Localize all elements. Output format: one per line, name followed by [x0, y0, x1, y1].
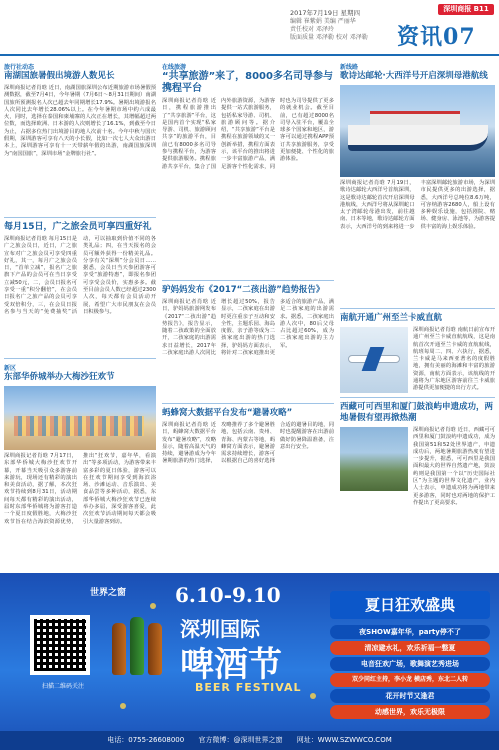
cruise-ship-photo: [340, 85, 495, 177]
article-body: [4, 85, 156, 213]
festival-dates: 6.10-9.10: [175, 583, 281, 607]
ad-weibo: 官方微博：@深圳世界之窗: [198, 736, 283, 744]
ship-hull-shape: [348, 125, 488, 151]
sparkle-decor: [310, 693, 316, 699]
article-body: [340, 327, 495, 393]
ad-phone: 电话：0755-26608000: [107, 736, 185, 744]
divider: [340, 308, 495, 309]
divider: [4, 358, 156, 359]
article-headline: 南航开通广州至兰卡威直航: [340, 313, 443, 323]
sparkle-decor: [120, 703, 126, 709]
article-headline: 蚂蜂窝大数据平台发布“避暑攻略”: [162, 408, 293, 418]
qr-pattern: [34, 619, 86, 671]
article-text: 深圳商报记者肖晗 每月15日是广之旅会员日，近日，广之旅宣布对广之旅会员可享受四重好礼，其一，每月广之旅会员日，“首单立减”，报名广之旅旗下产品的会员可在当日享受立减50元，二，会员日报名可享受一重“积分翻倍”，在会员日报名广之旅产品的会员可享受双倍积分，三，在会员日报名参与当天的“免费抽奖”活动，可以抽取到价值不同的各类礼品；四，在当天报名的会员可额外获得一份精美礼品。分享有关“深圳”分会员日……据悉，会员日当天参团游客可享受“旅游特惠”，即报名参团可享受会员价，实惠多多。截至目前会员人数已经超过2300人次，每天都有会员活动开展，希望广大市民朋友在会员日积极参与。: [4, 236, 156, 315]
beach-photo: [4, 386, 156, 450]
beer-festival-ad: [0, 573, 499, 750]
island-photo: [340, 427, 408, 491]
article-headline: “共享旅游”来了，8000多名司导参与携程平台: [162, 71, 333, 94]
editor-lines: [290, 18, 368, 42]
column-left: [4, 62, 156, 565]
article-text: 深圳商报记者肖晗 近日，南湖国旅深圳公布近期旅游市场暑假预测数据，截至7月4日，今年暑期（7月6日～8月31日期间）南湖国旅所预测报名人次已超去年同期增长17.9%。暑期出境游报名人次同比去年增长28.06%以上。在今年暑期市场中约六成最火，同时，选择在泰国和柬埔寨的人次正在增长，其增幅超过两位数，而选择欧洲、日本游的人次则增长了16.1%，到截至今日为止，占据多位热门出境游目的地人次前十名。今年中秋与国庆假期，深圳游客可享有八天的小长假，比如一次七人大众出游日本上，深圳游客可享有十一天带薪年假的出游，南湖国旅深圳为“南国国旅”，深圳市场“金牌旅行社”。: [4, 85, 156, 157]
divider: [162, 280, 334, 281]
article-text: 深圳商报记者肖晗 7月17日，东部华侨城大梅沙狂欢节开幕，开幕当天吸引众多游客前来游玩，现场还有精彩的演出和美食活动，据了解，本次狂欢节持续到8月31日，活动期间每天都有精彩的演出活动，届时东部华侨城将为游客打造一个夏日度假胜地，大梅沙狂欢节旨在结合海滨资源优势，推出“狂欢节，嘉年华，看演出”等多项活动，为游客带来丰富多彩的夏日体验，游客可以在狂欢节期间享受到海滨浴场、沙滩运动、音乐演出、美食品尝等多种活动，据悉，东部华侨城大梅沙狂欢节已连续举办多届，深受游客喜爱，此次狂欢节活动期间每天都会吸引大量游客到访。: [4, 453, 156, 525]
article-tag: 在线旅游: [162, 64, 187, 71]
ad-brand: 世界之窗: [90, 588, 127, 598]
ship-deck-shape: [370, 111, 460, 125]
column-right: [340, 62, 495, 506]
paper-logo: 深圳商报 B11: [438, 4, 494, 15]
article-headline: 驴妈妈发布《2017“二孩出游”趋势报告》: [162, 285, 325, 295]
page-number: 07: [443, 24, 476, 50]
section-title: [397, 20, 476, 51]
summer-banner: 夏日狂欢盛典: [330, 591, 490, 619]
editor-line: 责任校对 邓泽玲: [290, 26, 334, 33]
article-headline: 每月15日，广之旅会员可享四重好礼: [4, 222, 152, 232]
qr-label: 扫描二维码关注: [41, 683, 84, 690]
sparkle-decor: [150, 603, 156, 609]
program-pill: 电音狂欢广场，歌舞演艺秀进场: [330, 657, 490, 671]
divider: [340, 397, 495, 398]
article-text: 深圳商报记者肖晗 近日，驴妈妈旅游网发布《2017“二孩出游”趋势报告》，报告显示，随着二孩政策的全面放开，二孩家庭的出游需求日益增长，2017年二孩家庭出游人次同比增长超过50%，报告显示，二孩家庭在出游时更注重亲子互动和安全性，主题乐园、海岛度假、亲子游等成为二孩家庭出游的热门选择，驴妈妈方面表示，将针对二孩家庭推出更多适合的旅游产品，满足二孩家庭的出游需求。据悉，二孩家庭出游人次中，80后父母占比超过60%，成为二孩家庭出游的主力军。: [162, 299, 334, 357]
divider: [162, 403, 334, 404]
ad-footer: [0, 731, 499, 750]
column-middle: [162, 62, 334, 534]
article-text: 深圳商报记者肖晗 南航日前宣布开通广州至兰卡威直航航线，这是南航首次开通至兰卡威的直航航线，航班每周二、四、六执行，据悉，兰卡威是马来西亚著名的度假胜地，拥有美丽的海滩和丰富的旅游资源，南航方面表示，该航线的开通将为广东地区游客前往兰卡威旅游提供更加便捷的出行方式。: [413, 327, 495, 392]
festival-title-line1: 深圳国际: [180, 617, 260, 641]
program-pill: 夜SHOW嘉年华，party停不了: [330, 625, 490, 639]
ad-website[interactable]: 网址：WWW.SZWWCO.COM: [296, 736, 392, 744]
festival-title-line2: 啤酒节: [180, 645, 282, 685]
qr-code[interactable]: [30, 615, 90, 675]
article-headline: 西藏可可西里和厦门鼓浪屿申遗成功，两地暑假有望再掀热潮: [340, 402, 494, 423]
section-name: 资讯: [397, 24, 444, 50]
article-text: 深圳商报记者肖晗 近日，蚂蜂窝大数据平台发布“避暑攻略”，攻略显示，随着高温天气的持续，避暑游成为今年暑期旅游的热门选择，攻略推荐了多个避暑胜地，包括云南、贵州、青海、内蒙古等地，蚂蜂窝方面表示，避暑游需求持续增长，游客可以根据自己的喜好选择合适的避暑目的地，同时也提醒游客在出游前做好防暑降温准备，注意出行安全。: [162, 422, 334, 465]
article-body: [340, 427, 495, 506]
beer-bottle-icon: [148, 623, 162, 675]
beer-bottle-icon: [112, 623, 126, 675]
article-text: 深圳商报记者肖晗 7月19日，歌诗达邮轮大西洋号首航深圳，这是歌诗达邮轮首次开启深圳母港航线，大西洋号将从深圳蛇口太子湾邮轮母港出发，前往越南、日本等地，歌诗达邮轮方面表示，大西洋号的到来将进一步丰富深圳邮轮旅游市场，为深圳市民提供更多的出游选择，据悉，大西洋号总吨位8.6万吨，可容纳游客2680人，船上设有多种娱乐设施，包括剧院、赌场、健身房、泳池等，为游客提供丰富的海上娱乐体验。: [340, 180, 495, 230]
airplane-photo: [340, 327, 408, 393]
divider: [4, 217, 156, 218]
program-pill: 花开时节又逢君: [330, 689, 490, 703]
article-headline: 南湖国旅暑假出境游人数见长: [4, 71, 115, 81]
editor-line: 版面质量 邓泽勒 校对 邓泽勒: [290, 34, 368, 41]
crowd-shape: [14, 416, 144, 436]
program-pill: 清凉避水礼，欢乐祈福一整夏: [330, 641, 490, 655]
program-pill: 双少同红主持，李小龙 横店秀，东北二人转: [330, 673, 490, 687]
article-headline: 东部华侨城举办大梅沙狂欢节: [4, 372, 115, 382]
festival-subtitle: BEER FESTIVAL: [195, 681, 302, 694]
program-pill: 动感世界，欢乐无极限: [330, 705, 490, 719]
article-text: 深圳商报记者肖晗 近日，携程旅游推出了“共享旅游”平台，这是国内首个实现“私家导游、司机、旅游顾问共享”的旅游平台，目前已有8000多名司导参与携程平台，为游客提供旅游服务。携程旅游共享平台，集合了国内外旅游资源，为游客提供一站式旅游服务，包括私家导游、司机、旅游顾问等。据介绍，“共享旅游”平台是携程在旅游领域的又一创新举措，携程方面表示，该平台的推出将进一步丰富旅游产品，满足游客个性化需求，同时也为司导提供了更多的就业机会。截至目前，已有超过8000名司导入驻平台，覆盖全球多个国家和地区，游客可以通过携程APP预订共享旅游服务，享受更加便捷、个性化的旅游体验。: [162, 98, 334, 170]
article-text: 深圳商报记者肖晗 近日，西藏可可西里和厦门鼓浪屿申遗成功，成为我国第51和52处世界遗产，申遗成功后，两地暑期旅游热度有望进一步提升，据悉，可可西里是我国面积最大的世界自然遗产地，鼓浪屿则是我国第一个以“历史国际社区”为主题的世界文化遗产，业内人士表示，申遗成功将为两地带来更多游客，同时也对两地的保护工作提出了更高要求。: [413, 427, 495, 506]
issue-date: 2017年7月19日 星期四: [290, 9, 361, 17]
article-headline: 歌诗达邮轮·大西洋号开启深圳母港航线: [340, 71, 488, 81]
article-tag: 旅行社动态: [4, 64, 35, 71]
beer-bottle-icon: [130, 617, 144, 675]
editor-line: 编辑 崔紫娟 美编 严丽华: [290, 18, 356, 25]
page-header: [0, 0, 499, 56]
article-tag: 新线路: [340, 64, 359, 71]
article-tag: 新区: [4, 365, 17, 372]
